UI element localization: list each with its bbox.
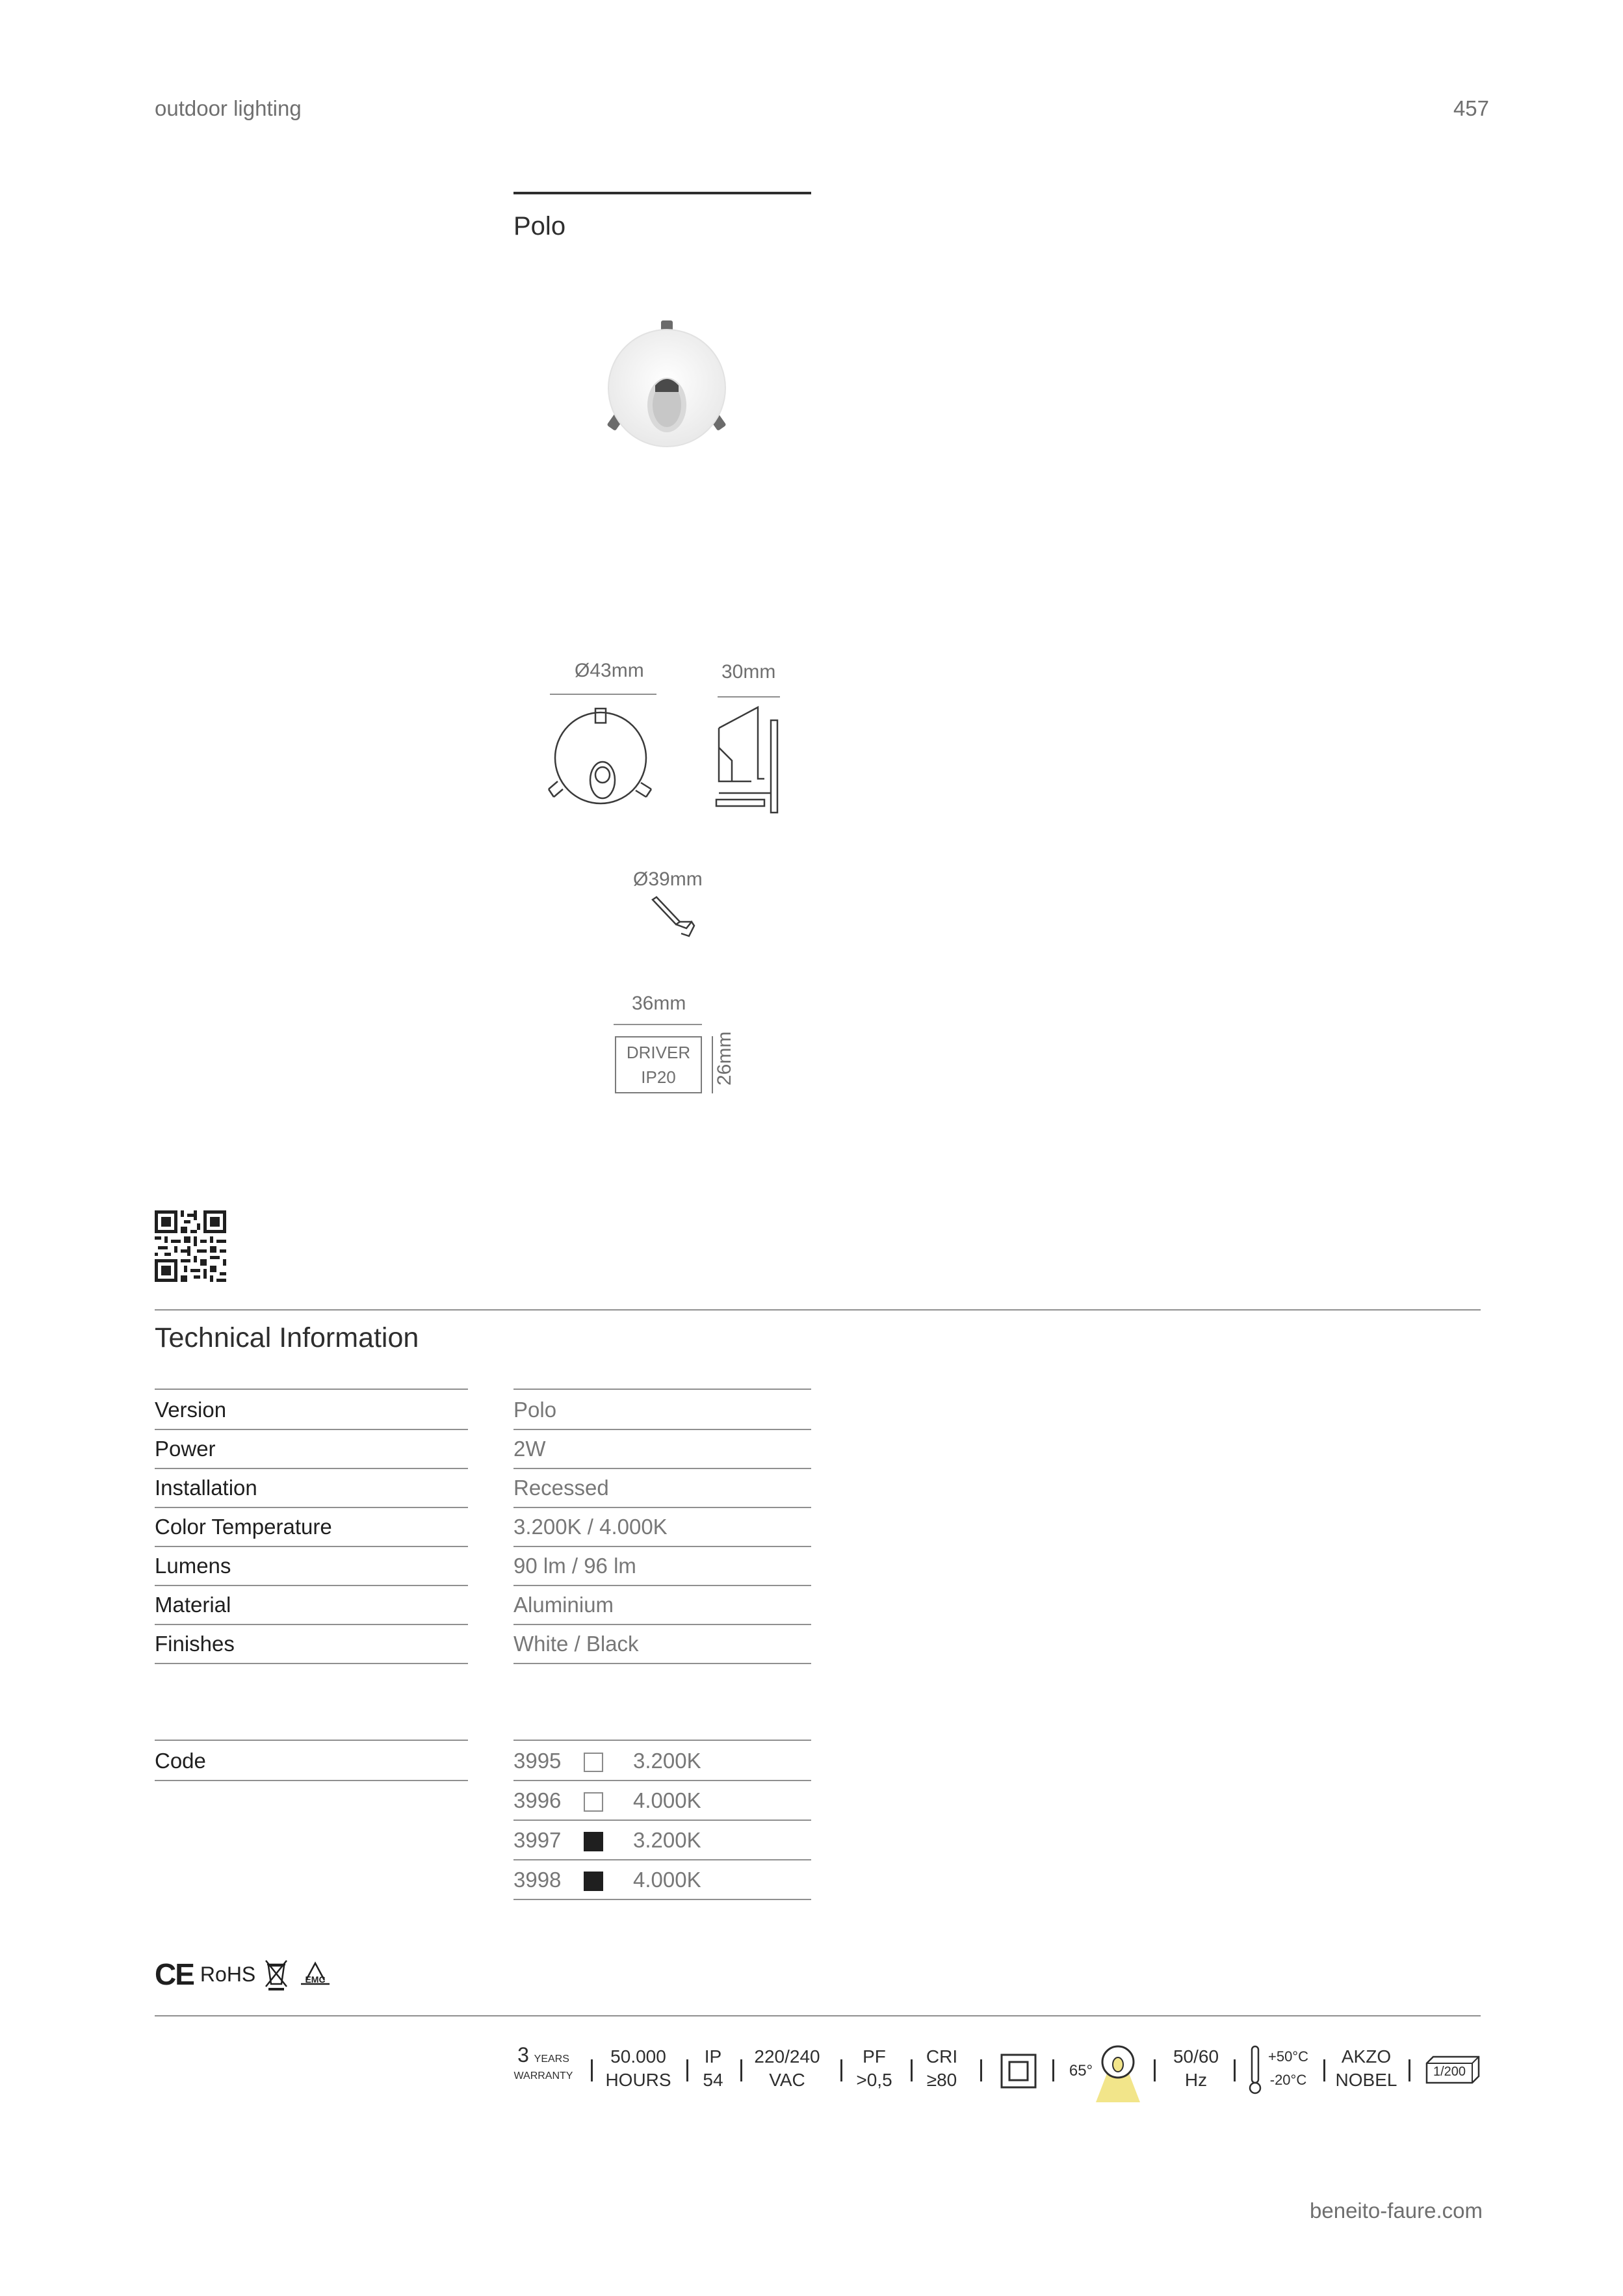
dimension-line-vertical bbox=[712, 1036, 713, 1093]
section-rule bbox=[155, 1309, 1481, 1311]
hours-value: 50.000 bbox=[610, 2046, 666, 2067]
pf-value: >0,5 bbox=[856, 2070, 892, 2090]
spec-row-value bbox=[513, 1429, 811, 1469]
separator bbox=[840, 2059, 842, 2081]
voltage-label: VAC bbox=[769, 2070, 805, 2090]
frequency-label: Hz bbox=[1184, 2070, 1208, 2090]
spec-row-label bbox=[155, 1468, 468, 1508]
spec-value: 3.200K / 4.000K bbox=[513, 1515, 668, 1539]
emc-icon bbox=[297, 1958, 333, 1990]
pf-label: PF bbox=[863, 2046, 886, 2067]
spec-value: 2W bbox=[513, 1437, 546, 1461]
separator bbox=[1409, 2059, 1410, 2081]
separator bbox=[591, 2059, 593, 2081]
product-photo bbox=[601, 315, 731, 452]
operating-temperature bbox=[1261, 2045, 1316, 2092]
scale-badge bbox=[1425, 2055, 1480, 2084]
warranty-years: YEARS bbox=[534, 2054, 569, 2065]
code-temperature: 3.200K bbox=[633, 1828, 701, 1852]
dimension-front-diameter: Ø43mm bbox=[575, 660, 644, 681]
hours-label: HOURS bbox=[605, 2070, 671, 2090]
weee-bin-icon bbox=[262, 1958, 291, 1990]
technical-title: Technical Information bbox=[155, 1322, 419, 1353]
icons-rule bbox=[155, 2015, 1481, 2016]
cri-label: CRI bbox=[926, 2046, 958, 2067]
temp-min: -20°C bbox=[1269, 2072, 1307, 2088]
title-rule bbox=[513, 192, 811, 194]
spec-row-label bbox=[155, 1507, 468, 1547]
frequency-value: 50/60 bbox=[1173, 2046, 1219, 2067]
code-row bbox=[513, 1781, 811, 1821]
warranty-number: 3 bbox=[517, 2043, 529, 2067]
code-temperature: 4.000K bbox=[633, 1868, 701, 1892]
spec-label: Finishes bbox=[155, 1632, 235, 1656]
separator bbox=[911, 2059, 913, 2081]
dimension-line bbox=[550, 694, 656, 695]
cri-value: ≥80 bbox=[926, 2070, 957, 2090]
spec-value: Aluminium bbox=[513, 1593, 614, 1617]
spec-row-value bbox=[513, 1546, 811, 1586]
paint-supplier bbox=[1334, 2045, 1399, 2092]
code-number: 3996 bbox=[513, 1788, 562, 1812]
code-number: 3998 bbox=[513, 1868, 562, 1892]
cri bbox=[920, 2045, 963, 2092]
code-temperature: 3.200K bbox=[633, 1749, 701, 1773]
spec-value: 90 lm / 96 lm bbox=[513, 1554, 636, 1578]
code-number: 3995 bbox=[513, 1749, 562, 1773]
class-ii-icon bbox=[1000, 2053, 1037, 2089]
dimension-line bbox=[718, 696, 780, 698]
separator bbox=[1234, 2059, 1236, 2081]
spec-row-value bbox=[513, 1507, 811, 1547]
dimension-cutout: Ø39mm bbox=[633, 868, 703, 890]
voltage bbox=[751, 2045, 824, 2092]
spec-value: Polo bbox=[513, 1398, 557, 1422]
front-view-drawing bbox=[543, 702, 660, 813]
spec-label: Installation bbox=[155, 1476, 257, 1500]
driver-box bbox=[615, 1036, 702, 1093]
mounting-clip-drawing bbox=[649, 896, 701, 941]
spec-row-value bbox=[513, 1585, 811, 1625]
spec-row-label bbox=[155, 1624, 468, 1664]
finish-swatch-black bbox=[584, 1832, 603, 1851]
separator bbox=[1154, 2059, 1156, 2081]
website-link[interactable]: beneito-faure.com bbox=[1310, 2198, 1483, 2223]
code-row bbox=[513, 1741, 811, 1781]
dimension-line bbox=[614, 1024, 702, 1025]
ce-mark: CE bbox=[155, 1957, 194, 1991]
ip-value: 54 bbox=[703, 2070, 723, 2090]
spec-label: Lumens bbox=[155, 1554, 231, 1578]
warranty-badge bbox=[513, 2043, 573, 2085]
qr-code-icon[interactable] bbox=[155, 1210, 226, 1282]
paint-line1: AKZO bbox=[1341, 2046, 1392, 2067]
spec-row-label bbox=[155, 1429, 468, 1469]
spec-label: Color Temperature bbox=[155, 1515, 332, 1539]
code-temperature: 4.000K bbox=[633, 1788, 701, 1812]
spec-label: Material bbox=[155, 1593, 231, 1617]
code-number: 3997 bbox=[513, 1828, 562, 1852]
power-factor bbox=[851, 2045, 897, 2092]
page-number: 457 bbox=[1453, 96, 1489, 120]
emc-label: EMC bbox=[305, 1974, 326, 1985]
code-row bbox=[513, 1860, 811, 1900]
separator bbox=[1323, 2059, 1325, 2081]
finish-swatch-white bbox=[584, 1753, 603, 1772]
code-label: Code bbox=[155, 1749, 206, 1773]
spec-row-value bbox=[513, 1468, 811, 1508]
dimension-driver-width: 36mm bbox=[632, 993, 686, 1014]
separator bbox=[1052, 2059, 1054, 2081]
frequency bbox=[1163, 2045, 1228, 2092]
code-row bbox=[513, 1820, 811, 1860]
spec-row-label bbox=[155, 1546, 468, 1586]
ip-label: IP bbox=[704, 2046, 722, 2067]
code-label-row bbox=[155, 1741, 468, 1781]
thermometer-icon bbox=[1248, 2045, 1262, 2094]
lifetime-hours bbox=[602, 2045, 675, 2092]
beam-angle: 65° bbox=[1069, 2062, 1093, 2080]
dimension-depth: 30mm bbox=[721, 661, 776, 683]
spec-label: Version bbox=[155, 1398, 227, 1422]
driver-ip: IP20 bbox=[641, 1067, 676, 1087]
spec-icon-strip bbox=[513, 2042, 1482, 2101]
spec-row-label bbox=[155, 1390, 468, 1430]
rohs-mark: RoHS bbox=[200, 1962, 256, 1986]
spec-row-label bbox=[155, 1585, 468, 1625]
side-view-drawing bbox=[712, 702, 790, 819]
separator bbox=[980, 2059, 982, 2081]
finish-swatch-black bbox=[584, 1872, 603, 1891]
warranty-label: WARRANTY bbox=[513, 2070, 573, 2081]
dimension-driver-height: 26mm bbox=[714, 1031, 735, 1086]
temp-max: +50°C bbox=[1267, 2048, 1308, 2065]
spec-row-value bbox=[513, 1624, 811, 1664]
separator bbox=[686, 2059, 688, 2081]
spec-value: White / Black bbox=[513, 1632, 639, 1656]
section-name: outdoor lighting bbox=[155, 96, 302, 120]
finish-swatch-white bbox=[584, 1792, 603, 1812]
spec-label: Power bbox=[155, 1437, 216, 1461]
driver-label: DRIVER bbox=[626, 1043, 691, 1062]
scale-value: 1/200 bbox=[1433, 2065, 1466, 2079]
beam-light-icon bbox=[1092, 2042, 1144, 2102]
separator bbox=[740, 2059, 742, 2081]
certifications bbox=[155, 1958, 333, 1990]
spec-row-value bbox=[513, 1390, 811, 1430]
spec-value: Recessed bbox=[513, 1476, 609, 1500]
ip-rating bbox=[697, 2045, 729, 2092]
paint-line2: NOBEL bbox=[1335, 2070, 1397, 2090]
voltage-value: 220/240 bbox=[754, 2046, 820, 2067]
product-title: Polo bbox=[513, 212, 566, 241]
